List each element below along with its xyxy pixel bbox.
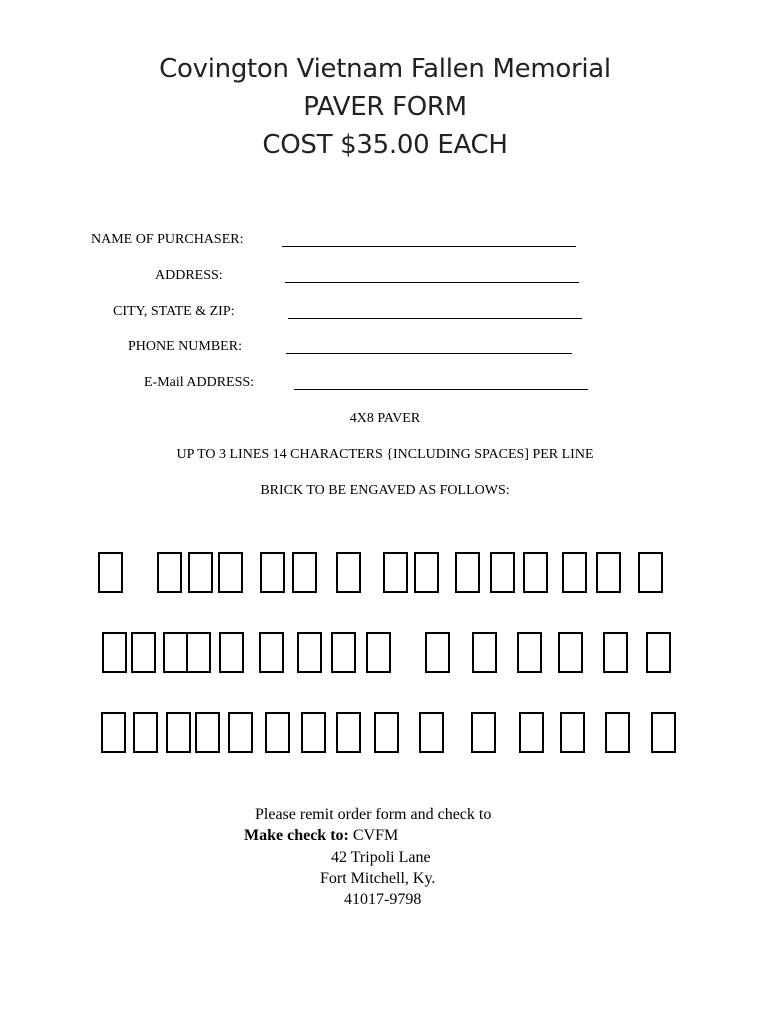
engraving-character-box[interactable] bbox=[265, 712, 290, 753]
engraving-character-box[interactable] bbox=[562, 552, 587, 593]
make-check-line bbox=[244, 827, 398, 845]
street-address: 42 Tripoli Lane bbox=[331, 849, 431, 866]
engraving-character-box[interactable] bbox=[157, 552, 182, 593]
engraving-character-box[interactable] bbox=[519, 712, 544, 753]
city-state-zip-field[interactable] bbox=[288, 318, 582, 319]
engraving-character-box[interactable] bbox=[374, 712, 399, 753]
engraving-character-box[interactable] bbox=[419, 712, 444, 753]
engraving-character-box[interactable] bbox=[517, 632, 542, 673]
engraving-character-box[interactable] bbox=[260, 552, 285, 593]
paver-size: 4X8 PAVER bbox=[349, 411, 421, 426]
engraving-character-box[interactable] bbox=[425, 632, 450, 673]
name-label: NAME OF PURCHASER: bbox=[91, 232, 244, 247]
payee: CVFM bbox=[352, 827, 399, 844]
address-field[interactable] bbox=[285, 282, 579, 283]
engraving-character-box[interactable] bbox=[490, 552, 515, 593]
engraving-character-box[interactable] bbox=[195, 712, 220, 753]
engraving-character-box[interactable] bbox=[383, 552, 408, 593]
title-line-1: Covington Vietnam Fallen Memorial bbox=[159, 54, 611, 84]
make-check-label: Make check to: bbox=[244, 827, 349, 844]
engraving-character-box[interactable] bbox=[336, 552, 361, 593]
engraving-character-box[interactable] bbox=[131, 632, 156, 673]
engraving-character-box[interactable] bbox=[297, 632, 322, 673]
engraving-character-box[interactable] bbox=[133, 712, 158, 753]
engraving-character-box[interactable] bbox=[560, 712, 585, 753]
remit-instructions: Please remit order form and check to bbox=[255, 806, 492, 823]
engraving-character-box[interactable] bbox=[186, 632, 211, 673]
engraving-character-box[interactable] bbox=[259, 632, 284, 673]
engraving-character-box[interactable] bbox=[472, 632, 497, 673]
city-state-zip-label: CITY, STATE & ZIP: bbox=[113, 304, 235, 319]
title-line-3: COST $35.00 EACH bbox=[262, 130, 508, 160]
city-address: Fort Mitchell, Ky. bbox=[320, 870, 436, 887]
engraving-character-box[interactable] bbox=[596, 552, 621, 593]
engraving-character-box[interactable] bbox=[188, 552, 213, 593]
title-line-2: PAVER FORM bbox=[303, 92, 467, 122]
engraving-character-box[interactable] bbox=[98, 552, 123, 593]
engraving-character-box[interactable] bbox=[102, 632, 127, 673]
engraving-character-box[interactable] bbox=[219, 632, 244, 673]
address-label: ADDRESS: bbox=[155, 268, 223, 283]
engraving-character-box[interactable] bbox=[292, 552, 317, 593]
engraving-character-box[interactable] bbox=[523, 552, 548, 593]
phone-field[interactable] bbox=[286, 353, 572, 354]
name-field[interactable] bbox=[282, 246, 576, 247]
engraving-character-box[interactable] bbox=[101, 712, 126, 753]
engraving-character-box[interactable] bbox=[366, 632, 391, 673]
email-label: E-Mail ADDRESS: bbox=[144, 375, 255, 390]
engraving-character-box[interactable] bbox=[455, 552, 480, 593]
email-field[interactable] bbox=[294, 389, 588, 390]
engraving-character-box[interactable] bbox=[638, 552, 663, 593]
engraving-character-box[interactable] bbox=[336, 712, 361, 753]
engraving-character-box[interactable] bbox=[558, 632, 583, 673]
zip-code: 41017-9798 bbox=[344, 891, 422, 908]
engraving-character-box[interactable] bbox=[166, 712, 191, 753]
engraving-character-box[interactable] bbox=[414, 552, 439, 593]
phone-label: PHONE NUMBER: bbox=[128, 339, 242, 354]
engraving-character-box[interactable] bbox=[301, 712, 326, 753]
engrave-note: BRICK TO BE ENGAVED AS FOLLOWS: bbox=[260, 483, 510, 498]
engraving-character-box[interactable] bbox=[471, 712, 496, 753]
lines-rule: UP TO 3 LINES 14 CHARACTERS {INCLUDING SPACES] PER LINE bbox=[176, 447, 594, 462]
engraving-character-box[interactable] bbox=[218, 552, 243, 593]
engraving-character-box[interactable] bbox=[163, 632, 188, 673]
engraving-character-box[interactable] bbox=[646, 632, 671, 673]
engraving-character-box[interactable] bbox=[603, 632, 628, 673]
engraving-character-box[interactable] bbox=[651, 712, 676, 753]
engraving-character-box[interactable] bbox=[605, 712, 630, 753]
engraving-character-box[interactable] bbox=[331, 632, 356, 673]
engraving-character-box[interactable] bbox=[228, 712, 253, 753]
